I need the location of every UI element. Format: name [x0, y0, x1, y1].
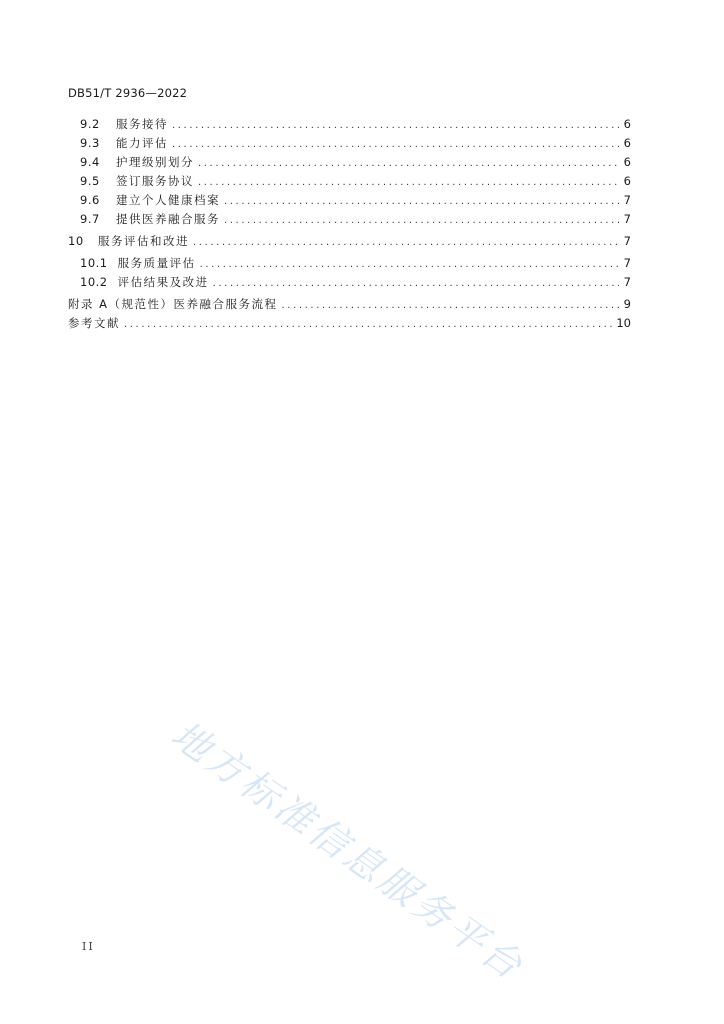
table-of-contents	[68, 115, 631, 333]
toc-leader-dots	[193, 233, 619, 252]
toc-entry-page: 9	[623, 297, 631, 311]
toc-entry-9-5[interactable]	[68, 172, 631, 191]
toc-entry-9-6[interactable]	[68, 191, 631, 210]
document-header-code: DB51/T 2936—2022	[68, 86, 188, 100]
toc-entry-10[interactable]	[68, 232, 631, 251]
toc-entry-title: 服务评估和改进	[98, 234, 189, 248]
toc-entry-10-2[interactable]	[68, 273, 631, 292]
toc-leader-dots	[198, 173, 619, 192]
toc-leader-dots	[198, 154, 619, 173]
toc-entry-page: 6	[623, 155, 631, 169]
toc-entry-appendix-a[interactable]	[68, 295, 631, 314]
toc-leader-dots	[213, 274, 619, 293]
toc-entry-title: 签订服务协议	[116, 174, 194, 188]
toc-entry-title: 建立个人健康档案	[116, 193, 220, 207]
toc-entry-page: 6	[623, 174, 631, 188]
toc-entry-number: 9.4	[80, 155, 100, 169]
watermark-text: 地方标准信息服务平台	[163, 712, 533, 990]
toc-entry-9-7[interactable]	[68, 210, 631, 229]
toc-leader-dots	[224, 211, 619, 230]
toc-entry-9-3[interactable]	[68, 134, 631, 153]
page-number-footer: II	[82, 940, 95, 953]
toc-entry-references[interactable]	[68, 314, 631, 333]
toc-entry-page: 6	[623, 117, 631, 131]
toc-entry-page: 6	[623, 136, 631, 150]
toc-entry-page: 7	[623, 256, 631, 270]
toc-leader-dots	[172, 135, 619, 154]
toc-entry-number: 9.2	[80, 117, 100, 131]
toc-leader-dots	[124, 315, 612, 334]
toc-entry-9-2[interactable]	[68, 115, 631, 134]
toc-leader-dots	[172, 116, 619, 135]
toc-entry-title: 附录 A（规范性）医养融合服务流程	[68, 297, 278, 311]
toc-entry-page: 7	[623, 275, 631, 289]
toc-entry-number: 10.2	[80, 275, 108, 289]
toc-entry-number: 9.3	[80, 136, 100, 150]
toc-entry-title: 能力评估	[116, 136, 168, 150]
toc-leader-dots	[282, 296, 619, 315]
toc-leader-dots	[224, 192, 619, 211]
toc-entry-10-1[interactable]	[68, 254, 631, 273]
toc-entry-number: 9.5	[80, 174, 100, 188]
toc-entry-number: 10.1	[80, 256, 108, 270]
toc-entry-title: 提供医养融合服务	[116, 212, 220, 226]
toc-entry-page: 7	[623, 212, 631, 226]
toc-entry-number: 9.6	[80, 193, 100, 207]
toc-entry-title: 护理级别划分	[116, 155, 194, 169]
toc-entry-page: 7	[623, 234, 631, 248]
toc-entry-page: 10	[616, 316, 631, 330]
toc-entry-number: 10	[68, 234, 84, 248]
toc-entry-number: 9.7	[80, 212, 100, 226]
toc-entry-title: 服务质量评估	[117, 256, 196, 270]
toc-entry-page: 7	[623, 193, 631, 207]
toc-entry-title: 参考文献	[68, 316, 120, 330]
toc-entry-9-4[interactable]	[68, 153, 631, 172]
toc-leader-dots	[200, 255, 619, 274]
toc-entry-title: 评估结果及改进	[117, 275, 209, 289]
toc-entry-title: 服务接待	[116, 117, 168, 131]
